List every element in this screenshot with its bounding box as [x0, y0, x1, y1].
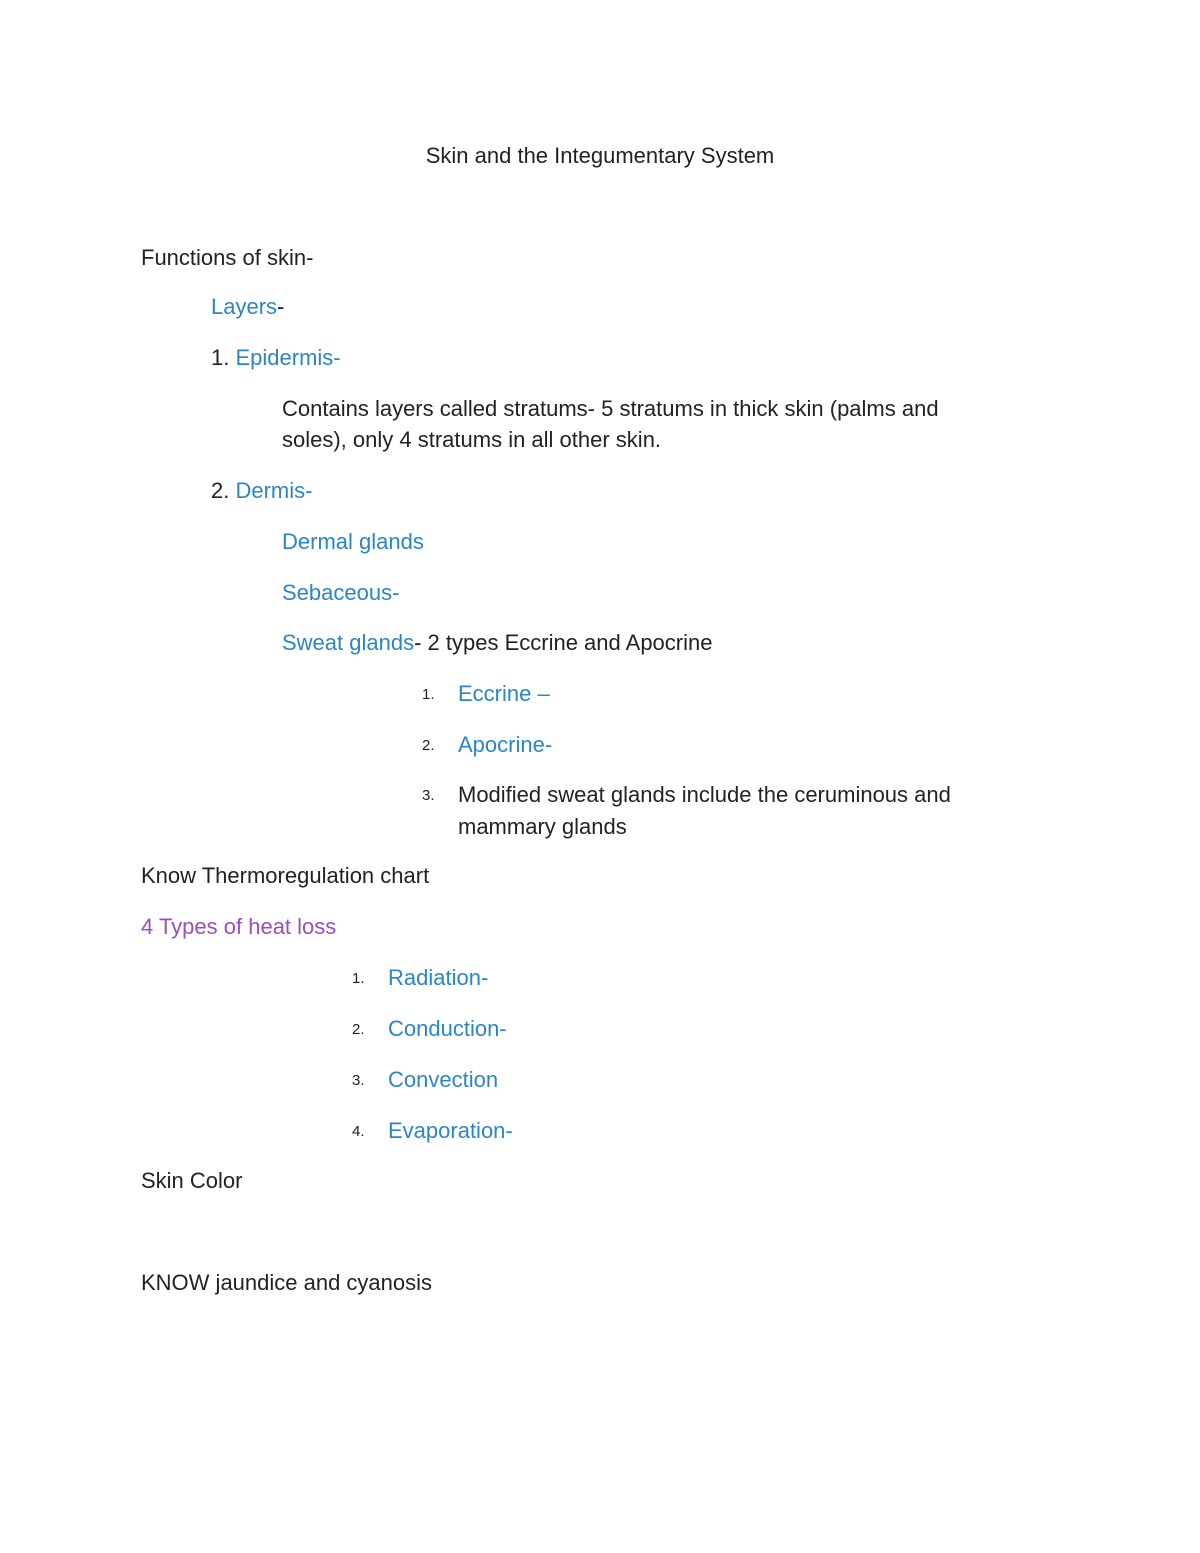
layers-heading	[211, 291, 284, 323]
sweat-glands-line	[282, 627, 712, 659]
list-number: 1.	[422, 686, 435, 703]
dermis-heading	[211, 475, 312, 507]
list-number: 2.	[352, 1021, 365, 1038]
sweat-glands-text: - 2 types Eccrine and Apocrine	[414, 630, 713, 655]
list-number: 2.	[422, 737, 435, 754]
layers-label: Layers	[211, 294, 278, 319]
functions-heading: Functions of skin-	[141, 245, 314, 270]
layers-suffix: -	[277, 294, 285, 319]
conduction-item: Conduction-	[388, 1016, 507, 1041]
sweat-glands-label: Sweat glands	[282, 630, 415, 655]
dermal-glands-label: Dermal glands	[282, 529, 424, 554]
list-number: 4.	[352, 1123, 365, 1140]
apocrine-item: Apocrine-	[458, 732, 553, 757]
heat-loss-heading: 4 Types of heat loss	[141, 914, 337, 939]
epidermis-label: Epidermis-	[235, 345, 341, 370]
list-number: 1.	[352, 970, 365, 987]
dermis-number: 2.	[211, 478, 230, 503]
page-title: Skin and the Integumentary System	[425, 143, 775, 168]
modified-sweat-line1: Modified sweat glands include the ceruminous and	[458, 782, 951, 807]
dermis-label: Dermis-	[235, 478, 313, 503]
list-number: 3.	[352, 1072, 365, 1089]
sebaceous-label: Sebaceous-	[282, 580, 400, 605]
evaporation-item: Evaporation-	[388, 1118, 513, 1143]
radiation-item: Radiation-	[388, 965, 489, 990]
epidermis-text-line1: Contains layers called stratums- 5 stratums in thick skin (palms and	[282, 396, 939, 421]
modified-sweat-line2: mammary glands	[458, 814, 627, 839]
convection-item: Convection	[388, 1067, 499, 1092]
list-number: 3.	[422, 787, 435, 804]
thermoregulation-text: Know Thermoregulation chart	[141, 863, 430, 888]
skin-color-heading: Skin Color	[141, 1168, 243, 1193]
jaundice-cyanosis-text: KNOW jaundice and cyanosis	[141, 1270, 433, 1295]
epidermis-number: 1.	[211, 345, 230, 370]
epidermis-heading	[211, 342, 341, 374]
epidermis-text-line2: soles), only 4 stratums in all other skin.	[282, 427, 662, 452]
eccrine-item: Eccrine –	[458, 681, 550, 706]
